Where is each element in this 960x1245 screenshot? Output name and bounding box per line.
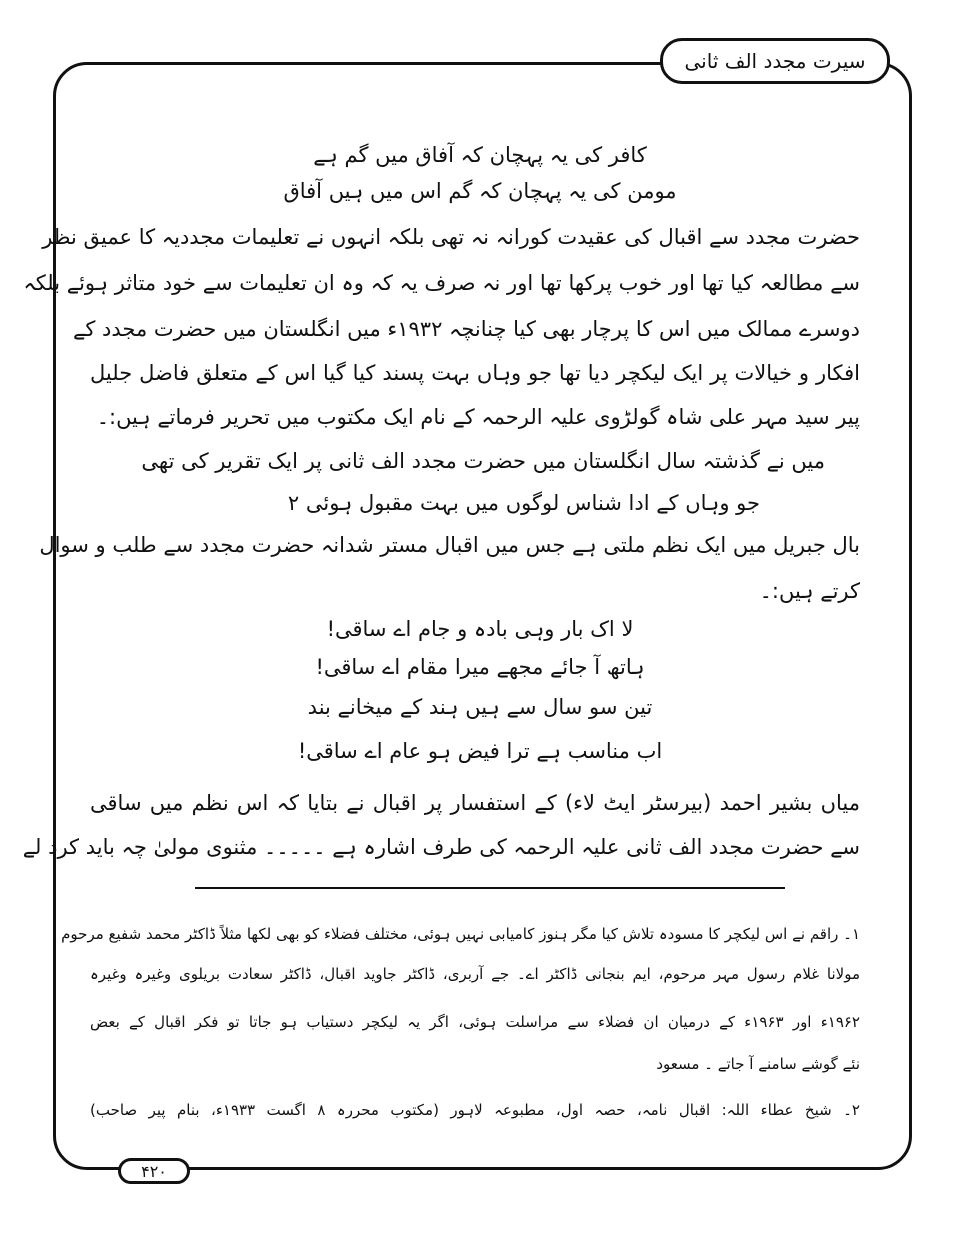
page-number: ۴۲۰: [118, 1158, 190, 1184]
paragraph-line: میاں بشیر احمد (بیرسٹر ایٹ لاء) کے استفسار پر اقبال نے بتایا کہ اس نظم میں ساقی: [90, 791, 860, 815]
paragraph-line: سے حضرت مجدد الف ثانی علیہ الرحمہ کی طرف اشارہ ہے ۔۔۔۔۔ مثنوی مولیٰ چہ باید کرد لے: [22, 835, 860, 859]
paragraph-line: دوسرے ممالک میں اس کا پرچار بھی کیا چنانچہ ۱۹۳۲ء میں انگلستان میں حضرت مجدد کے: [73, 317, 860, 341]
couplet-line-2: مومن کی یہ پہچان کہ گم اس میں ہیں آفاق: [283, 179, 677, 203]
paragraph-line: بال جبریل میں ایک نظم ملتی ہے جس میں اقبال مستر شدانہ حضرت مجدد سے طلب و سوال: [39, 533, 860, 557]
poem-line: اب مناسب ہے ترا فیض ہو عام اے ساقی!: [297, 739, 663, 763]
poem-line: تین سو سال سے ہیں ہند کے میخانے بند: [307, 695, 653, 719]
running-header-title: سیرت مجدد الف ثانی: [660, 38, 890, 84]
quote-line: میں نے گذشتہ سال انگلستان میں حضرت مجدد الف ثانی پر ایک تقریر کی تھی: [141, 449, 825, 473]
footnote-line: ۱۔ راقم نے اس لیکچر کا مسودہ تلاش کیا مگر ہنوز کامیابی نہیں ہوئی، مختلف فضلاء کو بھی لکھا مثلاً ڈاکٹر محمد شفیع مرحوم: [61, 925, 860, 943]
paragraph-line: افکار و خیالات پر ایک لیکچر دیا تھا جو وہاں بہت پسند کیا گیا اس کے متعلق فاضل جلیل: [90, 361, 860, 385]
paragraph-line: حضرت مجدد سے اقبال کی عقیدت کورانہ نہ تھی بلکہ انہوں نے تعلیمات مجددیہ کا عمیق نظر: [42, 225, 860, 249]
footnote-line: مولانا غلام رسول مہر مرحوم، ایم بنجانی ڈاکٹر اے۔ جے آربری، ڈاکٹر جاوید اقبال، ڈاکٹر سعادت بریلوی وغیرہ وغیرہ: [90, 965, 860, 983]
paragraph-line: پیر سید مہر علی شاہ گولڑوی علیہ الرحمہ کے نام ایک مکتوب میں تحریر فرماتے ہیں:۔: [96, 405, 860, 429]
paragraph-line: کرتے ہیں:۔: [759, 579, 860, 603]
quote-line: جو وہاں کے ادا شناس لوگوں میں بہت مقبول ہوئی ۲: [287, 491, 760, 515]
couplet-line-1: کافر کی یہ پہچان کہ آفاق میں گم ہے: [313, 143, 647, 167]
paragraph-line: سے مطالعہ کیا تھا اور خوب پرکھا تھا اور نہ صرف یہ کہ وہ ان تعلیمات سے خود متاثر ہوئے بلکہ: [23, 271, 860, 295]
poem-line: ہاتھ آ جائے مجھے میرا مقام اے ساقی!: [315, 655, 645, 679]
footnote-line: ۱۹۶۲ء اور ۱۹۶۳ء کے درمیان ان فضلاء سے مراسلت ہوئی، اگر یہ لیکچر دستیاب ہو جاتا تو فکر اقبال کے بعض: [90, 1013, 860, 1031]
footnote-line: نئے گوشے سامنے آ جاتے ۔ مسعود: [656, 1055, 860, 1073]
footnote-divider: [195, 887, 785, 889]
poem-line: لا اک بار وہی بادہ و جام اے ساقی!: [326, 617, 634, 641]
footnote-line: ۲۔ شیخ عطاء اللہ: اقبال نامہ، حصہ اول، مطبوعہ لاہور (مکتوب محررہ ۸ اگست ۱۹۳۳ء، بنام پیر صاحب): [90, 1101, 860, 1119]
